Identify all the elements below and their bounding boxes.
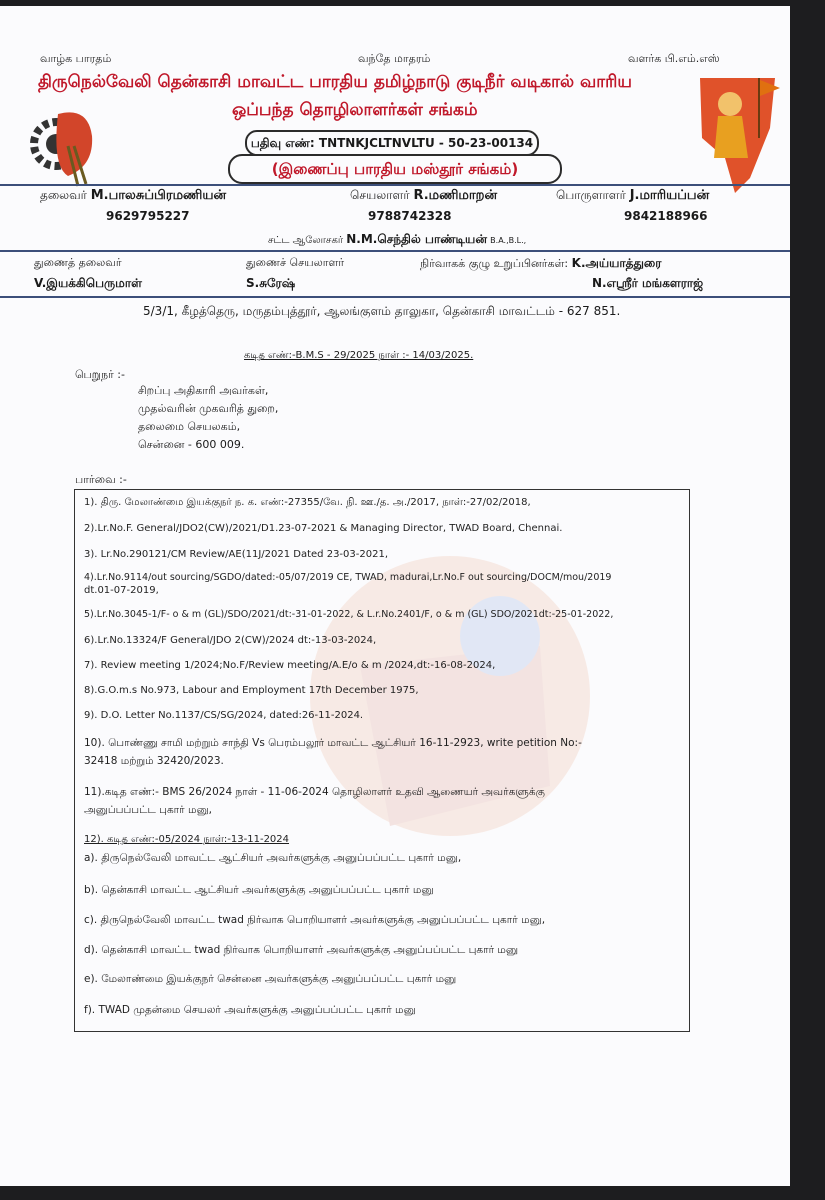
recipient-line-2: முதல்வரின் முகவரித் துறை, <box>138 402 279 415</box>
legal-advisor-degree: B.A.,B.L., <box>490 236 527 245</box>
recipient-line-1: சிறப்பு அதிகாரி அவர்கள், <box>138 384 269 397</box>
header-divider <box>0 184 790 186</box>
secretary-name: R.மணிமாறன் <box>413 188 498 203</box>
top-right-slogan: வளர்க பி.எம்.எஸ் <box>628 52 720 65</box>
treasurer-label: பொருளாளர் J.மாரியப்பன் <box>556 188 710 203</box>
officers-divider <box>0 250 790 252</box>
reference-item: d). தென்காசி மாவட்ட twad நிர்வாக பொறியாளர் அவர்களுக்கு அனுப்பப்பட்ட புகார் மனு <box>84 944 519 956</box>
reference-item: 8).G.O.m.s No.973, Labour and Employment 17th December 1975, <box>84 685 419 696</box>
reference-item: dt.01-07-2019, <box>84 585 159 596</box>
references-label: பார்வை :- <box>75 473 127 486</box>
reference-item: 9). D.O. Letter No.1137/CS/SG/2024, dated:26-11-2024. <box>84 710 364 721</box>
secretary-label: செயலாளர் R.மணிமாறன் <box>350 188 498 203</box>
top-center-slogan: வந்தே மாதரம் <box>358 52 431 65</box>
reference-item: 4).Lr.No.9114/out sourcing/SGDO/dated:-05/07/2019 CE, TWAD, madurai,Lr.No.F out sourcing/DOCM/mou/2019 <box>84 572 612 583</box>
reference-item: c). திருநெல்வேலி மாவட்ட twad நிர்வாக பொறியாளர் அவர்களுக்கு அனுப்பப்பட்ட புகார் மனு, <box>84 914 546 926</box>
union-emblem-icon <box>28 106 98 196</box>
letter-reference-number: கடித எண்:-B.M.S - 29/2025 நாள் :- 14/03/2025. <box>244 350 474 361</box>
exec-members: நிர்வாகக் குழு உறுப்பினர்கள்: K.அய்யாத்துரை <box>420 256 662 270</box>
reference-item: b). தென்காசி மாவட்ட ஆட்சியர் அவர்களுக்கு அனுப்பப்பட்ட புகார் மனு <box>84 884 434 896</box>
president-label: தலைவர் M.பாலசுப்பிரமணியன் <box>40 188 227 203</box>
reference-item: e). மேலாண்மை இயக்குநர் சென்னை அவர்களுக்கு அனுப்பப்பட்ட புகார் மனு <box>84 973 457 985</box>
reference-item: f). TWAD முதன்மை செயலர் அவர்களுக்கு அனுப்பப்பட்ட புகார் மனு <box>84 1004 416 1016</box>
letter-page <box>0 6 790 1186</box>
jsec-name: S.சுரேஷ் <box>246 276 296 290</box>
reference-item: 5).Lr.No.3045-1/F- o & m (GL)/SDO/2021/dt:-31-01-2022, & L.r.No.2401/F, o & m (GL) SDO/2021dt:-25-01-2022, <box>84 609 614 620</box>
top-left-slogan: வாழ்க பாரதம் <box>40 52 112 65</box>
recipient-line-4: சென்னை - 600 009. <box>138 438 245 451</box>
jsec-label: துணைச் செயலாளர் <box>246 256 345 269</box>
reference-item: 12). கடித எண்:-05/2024 நாள்:-13-11-2024 <box>84 834 290 845</box>
union-title-line1: திருநெல்வேலி தென்காசி மாவட்ட பாரதிய தமிழ்நாடு குடிநீர் வடிகால் வாரிய <box>38 72 632 92</box>
reference-item: 6).Lr.No.13324/F General/JDO 2(CW)/2024 dt:-13-03-2024, <box>84 635 377 646</box>
reference-item: 10). பொண்ணு சாமி மற்றும் சாந்தி Vs பெரம்பலூர் மாவட்ட ஆட்சியர் 16-11-2923, write petition No:- <box>84 737 582 749</box>
treasurer-phone: 9842188966 <box>624 209 708 223</box>
exec-member-1: K.அய்யாத்துரை <box>571 256 662 270</box>
president-phone: 9629795227 <box>106 209 190 223</box>
union-address: 5/3/1, கீழத்தெரு, மருதம்புத்தூர், ஆலங்குளம் தாலுகா, தென்காசி மாவட்டம் - 627 851. <box>143 304 621 318</box>
reference-item: 2).Lr.No.F. General/JDO2(CW)/2021/D1.23-07-2021 & Managing Director, TWAD Board, Chennai. <box>84 523 563 534</box>
legal-advisor: சட்ட ஆலோசகர் N.M.செந்தில் பாண்டியன் B.A.,B.L., <box>268 232 527 246</box>
vp-name: V.இயக்கிபெருமாள் <box>34 276 142 290</box>
president-name: M.பாலசுப்பிரமணியன் <box>90 188 227 203</box>
bharat-mata-icon <box>690 68 782 196</box>
reference-item: a). திருநெல்வேலி மாவட்ட ஆட்சியர் அவர்களுக்கு அனுப்பப்பட்ட புகார் மனு, <box>84 852 462 864</box>
address-divider <box>0 296 790 298</box>
affiliation-badge: (இணைப்பு பாரதிய மஸ்தூர் சங்கம்) <box>228 154 562 184</box>
reference-item: அனுப்பப்பட்ட புகார் மனு, <box>84 804 212 816</box>
reference-item: 3). Lr.No.290121/CM Review/AE(11J/2021 Dated 23-03-2021, <box>84 549 388 560</box>
registration-number: பதிவு எண்: TNTNKJCLTNVLTU - 50-23-00134 <box>245 130 539 156</box>
secretary-phone: 9788742328 <box>368 209 452 223</box>
reference-item: 7). Review meeting 1/2024;No.F/Review meeting/A.E/o & m /2024,dt:-16-08-2024, <box>84 660 496 671</box>
vp-label: துணைத் தலைவர் <box>34 256 122 269</box>
legal-advisor-name: N.M.செந்தில் பாண்டியன் <box>346 232 487 246</box>
to-label: பெறுநர் :- <box>75 368 125 381</box>
reference-item: 1). திரு. மேலாண்மை இயக்குநர் ந. க. எண்:-27355/வே. நி. ஊ./த. அ./2017, நாள்:-27/02/2018, <box>84 497 531 508</box>
treasurer-name: J.மாரியப்பன் <box>629 188 710 203</box>
recipient-line-3: தலைமை செயலகம், <box>138 420 241 433</box>
reference-item: 11).கடித எண்:- BMS 26/2024 நாள் - 11-06-2024 தொழிலாளர் உதவி ஆணையர் அவர்களுக்கு <box>84 786 545 798</box>
union-title-line2: ஒப்பந்த தொழிலாளர்கள் சங்கம் <box>232 100 478 120</box>
exec-member-2: N.எஸ்ரீர் மங்களராஜ் <box>592 276 704 290</box>
reference-item: 32418 மற்றும் 32420/2023. <box>84 755 224 767</box>
